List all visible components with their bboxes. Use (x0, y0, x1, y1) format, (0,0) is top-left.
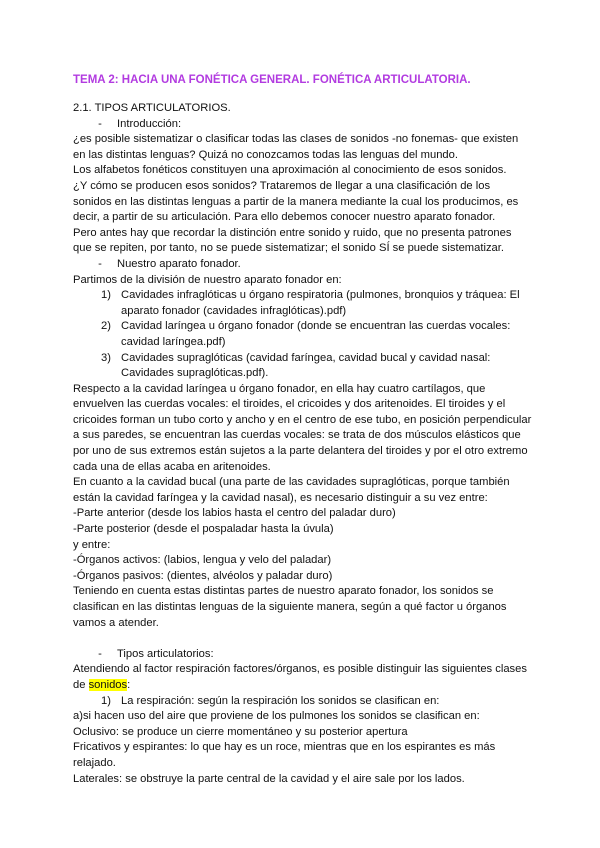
item-text: La respiración: según la respiración los sonidos se clasifican en: (121, 694, 440, 707)
document-title: TEMA 2: HACIA UNA FONÉTICA GENERAL. FONÉTICA ARTICULATORIA. (73, 74, 471, 86)
text-line: a sus paredes, se encuentran las cuerdas vocales: se trata de dos músculos elásticos que (73, 429, 521, 442)
bullet-text: Nuestro aparato fonador. (117, 257, 241, 270)
text-line (73, 678, 578, 694)
item-continuation: cavidad laríngea.pdf) (121, 335, 226, 348)
text-line: Atendiendo al factor respiración factores/órganos, es posible distinguir las siguientes clases (73, 663, 527, 676)
text-line: relajado. (73, 756, 116, 769)
item-number: 2) (101, 320, 111, 333)
bullet-marker: - (98, 647, 102, 660)
text-line: Partimos de la división de nuestro aparato fonador en: (73, 273, 342, 286)
item-number: 1) (101, 289, 111, 302)
line-text: de (73, 678, 89, 691)
bullet-text: Tipos articulatorios: (117, 647, 214, 660)
bullet-text: Introducción: (117, 117, 182, 130)
text-line: ¿es posible sistematizar o clasificar todas las clases de sonidos -no fonemas- que existen (73, 133, 519, 146)
bullet-marker: - (98, 117, 102, 130)
text-line: -Órganos activos: (labios, lengua y velo del paladar) (73, 554, 332, 567)
text-line: sonidos en las distintas lenguas a partir de la manera mediante la cual los producimos, es (73, 195, 519, 208)
item-number: 1) (101, 694, 111, 707)
item-continuation: Cavidades supraglóticas.pdf). (121, 367, 269, 380)
text-line: -Parte anterior (desde los labios hasta el centro del paladar duro) (73, 507, 396, 520)
text-line: Laterales: se obstruye la parte central de la cavidad y el aire sale por los lados. (73, 772, 465, 785)
text-line: por uno de sus extremos están sujetos a la parte delantera del tiroides y por el otro extremo (73, 445, 528, 458)
text-line: y entre: (73, 538, 111, 551)
text-line: Oclusivo: se produce un cierre momentáneo y su posterior apertura (73, 725, 408, 738)
numbered-item (73, 288, 578, 304)
bullet-item (73, 647, 578, 663)
text-line: clasifican en las distintas lenguas de la siguiente manera, según a qué factor u órganos (73, 601, 507, 613)
text-line: vamos a atender. (73, 616, 159, 629)
text-line: Respecto a la cavidad laríngea u órgano fonador, en ella hay cuatro cartílagos, que (73, 382, 486, 395)
numbered-item (73, 694, 578, 710)
text-line: -Órganos pasivos: (dientes, alvéolos y paladar duro) (73, 569, 333, 582)
item-continuation: aparato fonador (cavidades infraglóticas).pdf) (121, 304, 347, 317)
text-line: En cuanto a la cavidad bucal (una parte de las cavidades supraglóticas, porque también (73, 476, 510, 489)
numbered-item (73, 319, 578, 335)
line-text-after: : (127, 678, 131, 691)
item-text: Cavidades infraglóticas u órgano respiratoria (pulmones, bronquios y tráquea: El (121, 289, 520, 302)
text-line: que se repiten, por tanto, no se puede sistematizar; el sonido SÍ se puede sistematizar. (73, 242, 504, 255)
document-body (73, 101, 578, 787)
text-line: envuelven las cuerdas vocales: el tiroides, el cricoides y dos aritenoides. El tiroides y el (73, 398, 506, 411)
text-line: están la cavidad faríngea y la cavidad nasal), es necesario distinguir a su vez entre: (73, 491, 488, 504)
text-line: decir, a partir de su articulación. Para ello debemos conocer nuestro aparato fonador. (73, 211, 496, 224)
item-text: Cavidad laríngea u órgano fonador (donde se encuentran las cuerdas vocales: (121, 320, 511, 333)
text-line: Pero antes hay que recordar la distinción entre sonido y ruido, que no presenta patrones (73, 226, 512, 239)
text-line: ¿Y cómo se producen esos sonidos? Trataremos de llegar a una clasificación de los (73, 179, 491, 192)
text-line: cada una de ellas acaba en aritenoides. (73, 460, 271, 473)
text-line: Fricativos y espirantes: lo que hay es un roce, mientras que en los espirantes es más (73, 741, 496, 754)
bullet-marker: - (98, 257, 102, 270)
item-number: 3) (101, 351, 111, 364)
text-line: en las distintas lenguas? Quizá no conozcamos todas las lenguas del mundo. (73, 148, 458, 161)
numbered-item (73, 351, 578, 367)
blank-line (73, 631, 578, 647)
text-line: 2.1. TIPOS ARTICULATORIOS. (73, 102, 231, 114)
text-line: Teniendo en cuenta estas distintas partes de nuestro aparato fonador, los sonidos se (73, 585, 494, 598)
bullet-item (73, 257, 578, 273)
text-line: Los alfabetos fonéticos constituyen una aproximación al conocimiento de esos sonidos. (73, 164, 507, 177)
item-text: Cavidades supraglóticas (cavidad faríngea, cavidad bucal y cavidad nasal: (121, 351, 491, 364)
text-line: -Parte posterior (desde el pospaladar hasta la úvula) (73, 523, 334, 536)
text-line: a)si hacen uso del aire que proviene de los pulmones los sonidos se clasifican en: (73, 710, 480, 723)
highlighted-word: sonidos (88, 678, 128, 691)
bullet-item (73, 117, 578, 133)
text-line: cricoides forman un tubo corto y ancho y en el centro de ese tubo, en posición perpendicular (73, 413, 532, 426)
